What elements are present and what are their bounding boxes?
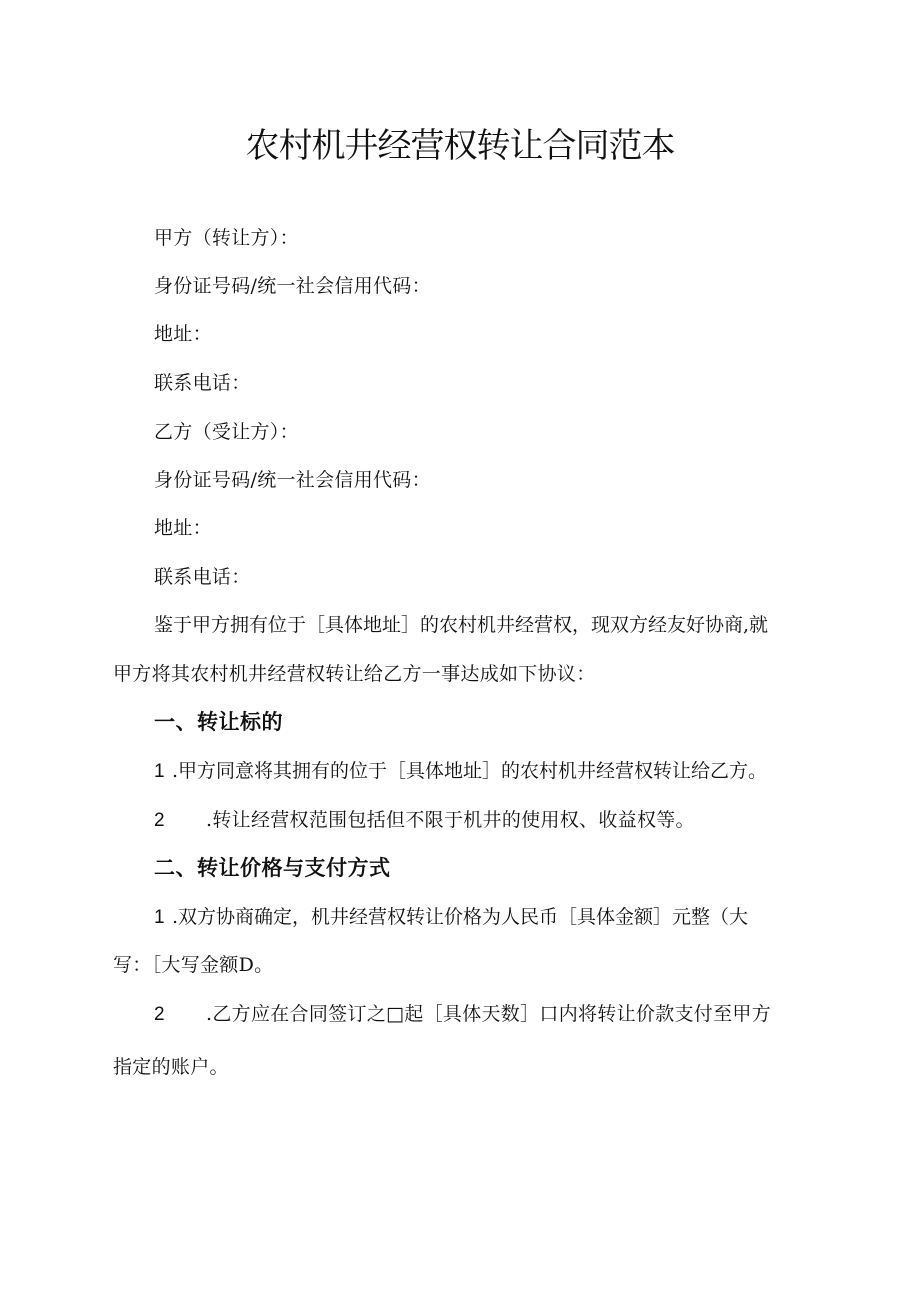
section-2-item-1-line-2: 写：［大写金额D。 xyxy=(113,954,274,976)
section-1-item-1-text: .甲方同意将其拥有的位于［具体地址］的农村机井经营权转让给乙方。 xyxy=(172,760,768,782)
section-2-item-1-number: 1 xyxy=(154,907,165,928)
section-1-item-1 xyxy=(154,757,767,786)
document-title: 农村机井经营权转让合同范本 xyxy=(245,126,675,166)
party-a-address-label: 地址： xyxy=(154,323,212,345)
section-2-item-2-line-1 xyxy=(154,1000,771,1029)
party-a-label: 甲方（转让方）： xyxy=(154,227,299,249)
preamble-line-1: 鉴于甲方拥有位于［具体地址］的农村机井经营权，现双方经友好协商,就 xyxy=(154,614,769,636)
section-2-item-2-text: .乙方应在合同签订之□起［具体天数］口内将转让价款支付至甲方 xyxy=(206,1003,771,1025)
party-b-label: 乙方（受让方）： xyxy=(154,421,299,443)
preamble-line-2: 甲方将其农村机井经营权转让给乙方一事达成如下协议： xyxy=(113,663,596,685)
section-2-item-1-line-1 xyxy=(154,903,748,932)
section-2-item-1-text: .双方协商确定，机井经营权转让价格为人民币［具体金额］元整（大 xyxy=(172,906,749,928)
section-1-item-1-number: 1 xyxy=(154,761,165,782)
section-1-item-2-text: .转让经营权范围包括但不限于机井的使用权、收益权等。 xyxy=(206,809,695,831)
section-1-item-2-number: 2 xyxy=(154,810,165,831)
party-a-phone-label: 联系电话： xyxy=(154,372,251,394)
party-b-id-label: 身份证号码/统一社会信用代码： xyxy=(154,469,431,491)
section-1-item-2 xyxy=(154,806,695,835)
section-2-item-2-number: 2 xyxy=(154,1004,165,1025)
section-2-heading: 二、转让价格与支付方式 xyxy=(154,856,391,880)
party-b-phone-label: 联系电话： xyxy=(154,566,251,588)
party-b-address-label: 地址： xyxy=(154,517,212,539)
party-a-id-label: 身份证号码/统一社会信用代码： xyxy=(154,275,431,297)
section-1-heading: 一、转让标的 xyxy=(154,710,283,734)
section-2-item-2-line-2: 指定的账户。 xyxy=(113,1056,229,1078)
